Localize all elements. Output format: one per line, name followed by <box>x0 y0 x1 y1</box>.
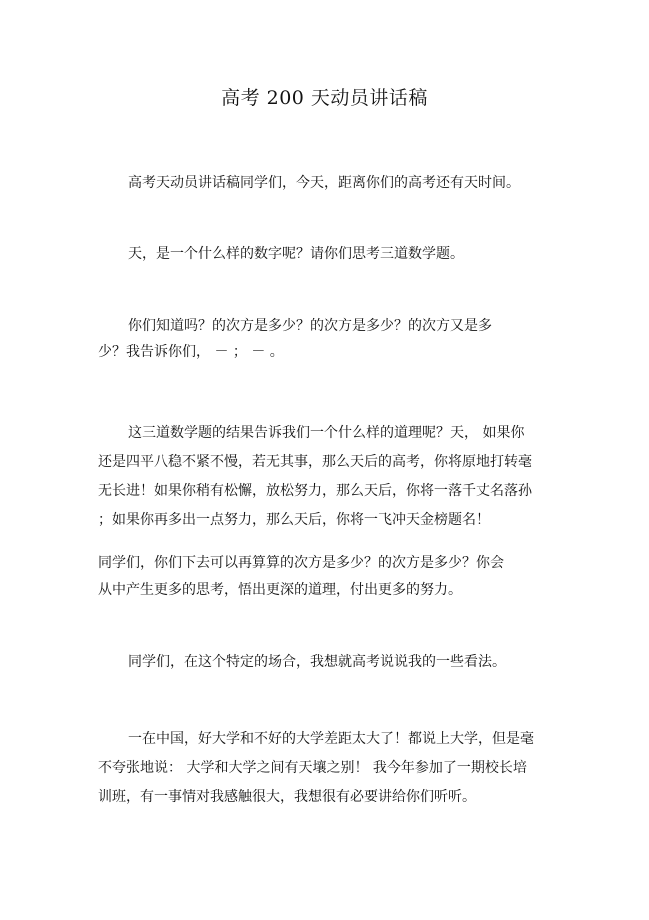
paragraph-4-line-3: 无长进！如果你稍有松懈，放松努力，那么天后，你将一落千丈名落孙 <box>98 483 532 499</box>
paragraph-4-line-2: 还是四平八稳不紧不慢，若无其事，那么天后的高考，你将原地打转毫 <box>98 454 532 470</box>
paragraph-7-line-2: 不夸张地说： 大学和大学之间有天壤之别！ 我今年参加了一期校长培 <box>98 760 527 776</box>
paragraph-4-line-1: 这三道数学题的结果告诉我们一个什么样的道理呢？天， 如果你 <box>128 425 525 441</box>
paragraph-5-line-2: 从中产生更多的思考，悟出更深的道理，付出更多的努力。 <box>98 582 462 598</box>
paragraph-5-line-1: 同学们，你们下去可以再算算的次方是多少？的次方是多少？你会 <box>98 555 504 571</box>
paragraph-4-line-4: ；如果你再多出一点努力，那么天后，你将一飞冲天金榜题名！ <box>98 512 490 528</box>
paragraph-6-line-1: 同学们，在这个特定的场合，我想就高考说说我的一些看法。 <box>128 654 506 670</box>
paragraph-7-line-3: 训班，有一事情对我感触很大，我想很有必要讲给你们听听。 <box>98 789 476 805</box>
paragraph-3-line-2: 少？我告诉你们， － ； － 。 <box>98 344 284 360</box>
paragraph-1-line-1: 高考天动员讲话稿同学们，今天，距离你们的高考还有天时间。 <box>128 175 520 191</box>
paragraph-3-line-1: 你们知道吗？的次方是多少？的次方是多少？的次方又是多 <box>128 318 492 334</box>
document-title: 高考 200 天动员讲话稿 <box>221 87 428 109</box>
paragraph-2-line-1: 天，是一个什么样的数字呢？请你们思考三道数学题。 <box>128 246 464 262</box>
paragraph-7-line-1: 一在中国，好大学和不好的大学差距太大了！都说上大学，但是毫 <box>128 731 534 747</box>
